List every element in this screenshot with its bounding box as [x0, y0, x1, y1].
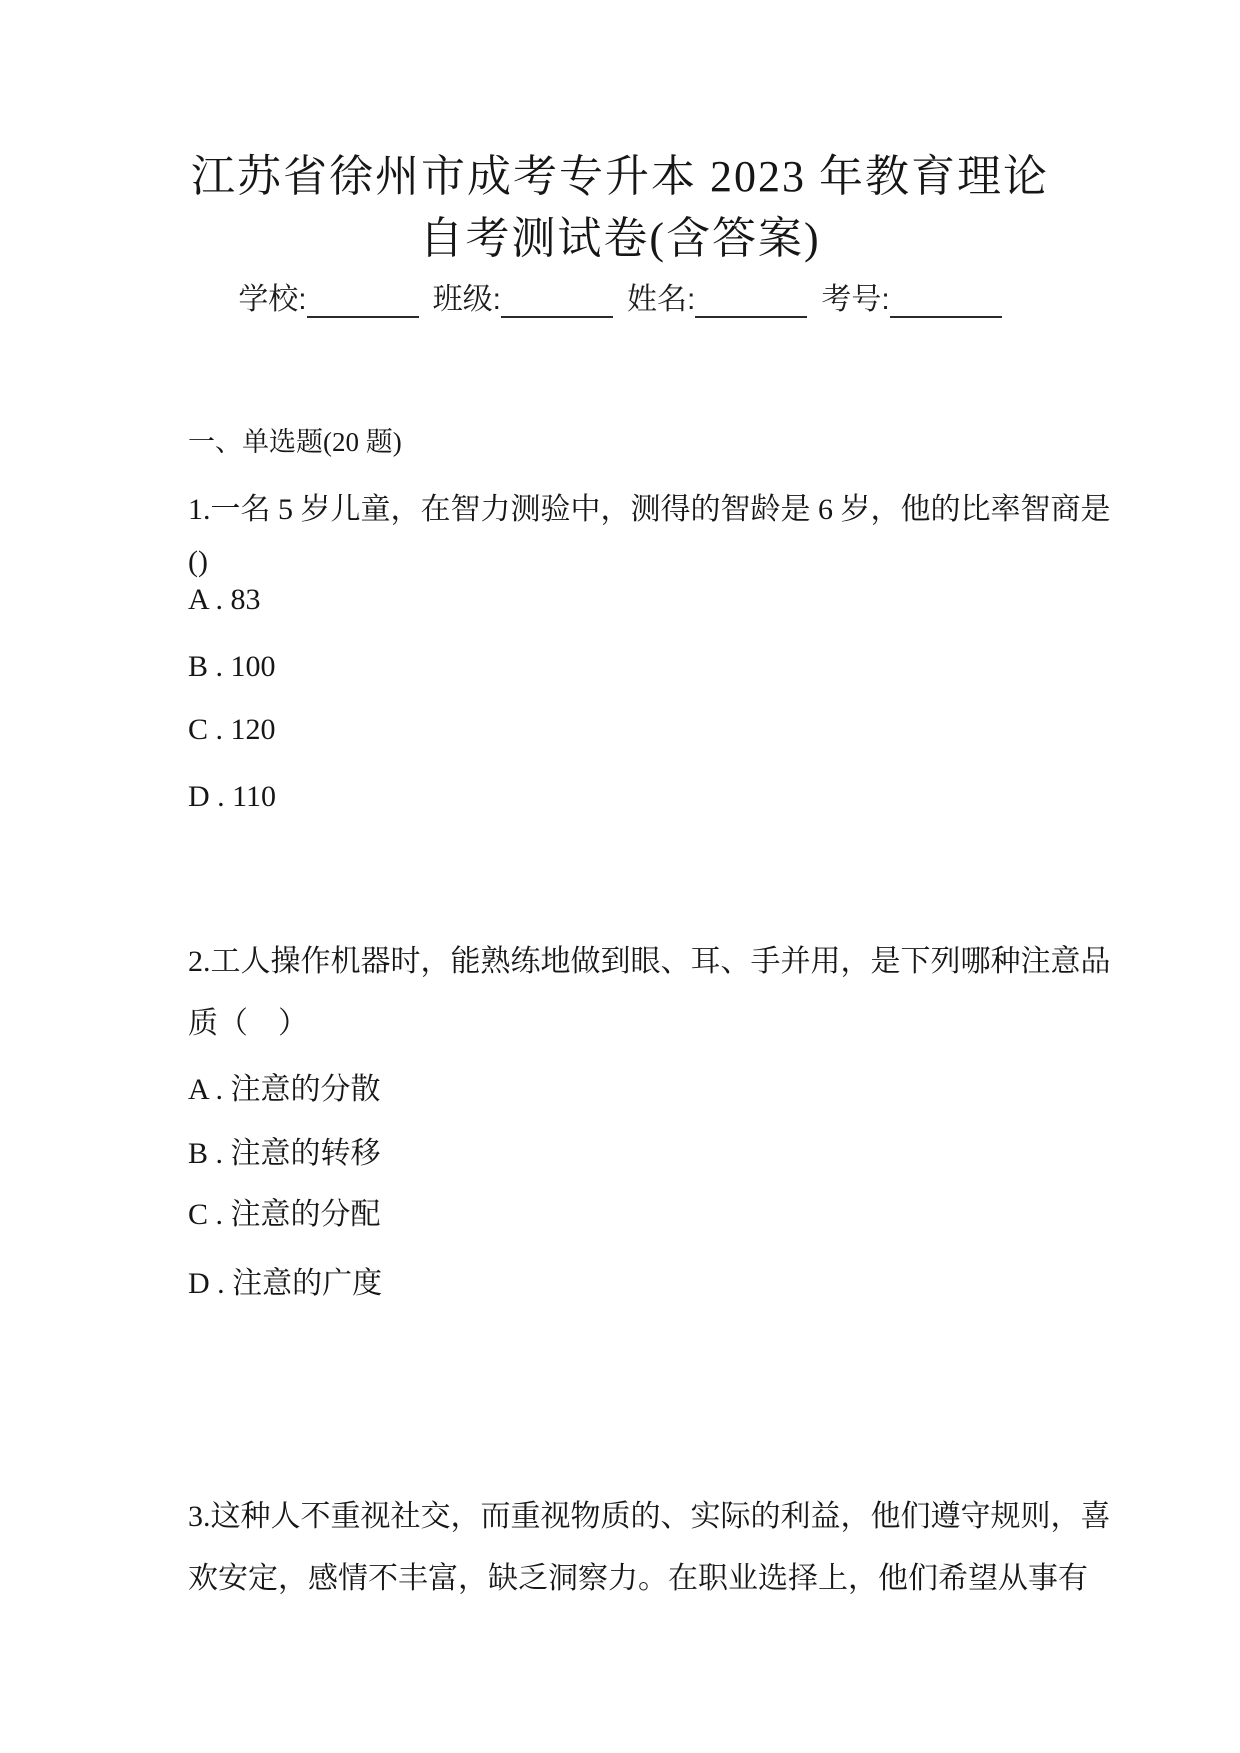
- class-blank-line: [501, 284, 613, 318]
- document-title-line-2: 自考测试卷(含答案): [419, 214, 821, 263]
- question-2-text-line-2: 质（ ）: [188, 1007, 308, 1040]
- question-2-option-b: B . 注意的转移: [188, 1137, 381, 1170]
- student-info-bar: [0, 282, 1240, 318]
- question-1-option-c: C . 120: [188, 713, 276, 746]
- question-1-option-a: A . 83: [188, 583, 261, 616]
- exam-number-label: 考号:: [821, 283, 890, 316]
- question-1-text-line-2: (): [188, 545, 208, 578]
- exam-number-blank-line: [890, 284, 1002, 318]
- document-title-line-1: 江苏省徐州市成考专升本 2023 年教育理论: [191, 152, 1049, 201]
- info-field-exam-number: [821, 282, 1001, 318]
- question-3-text-line-1: 3.这种人不重视社交，而重视物质的、实际的利益，他们遵守规则，喜: [188, 1500, 1111, 1533]
- section-heading-single-choice: 一、单选题(20 题): [188, 427, 402, 457]
- info-field-name: [627, 282, 807, 318]
- question-1-option-d: D . 110: [188, 780, 277, 813]
- question-3-text-line-2: 欢安定，感情不丰富，缺乏洞察力。在职业选择上，他们希望从事有: [188, 1562, 1088, 1595]
- school-label: 学校:: [238, 283, 307, 316]
- name-label: 姓名:: [627, 283, 696, 316]
- question-2-option-a: A . 注意的分散: [188, 1073, 381, 1106]
- info-field-class: [433, 282, 613, 318]
- question-2-text-line-1: 2.工人操作机器时，能熟练地做到眼、耳、手并用，是下列哪种注意品: [188, 945, 1111, 978]
- question-2-option-d: D . 注意的广度: [188, 1267, 383, 1300]
- question-2-option-c: C . 注意的分配: [188, 1198, 381, 1231]
- name-blank-line: [695, 284, 807, 318]
- info-field-school: [238, 282, 418, 318]
- question-1-option-b: B . 100: [188, 650, 276, 683]
- question-1-text-line-1: 1.一名 5 岁儿童，在智力测验中，测得的智龄是 6 岁，他的比率智商是: [188, 493, 1111, 526]
- class-label: 班级:: [432, 283, 501, 316]
- school-blank-line: [307, 284, 419, 318]
